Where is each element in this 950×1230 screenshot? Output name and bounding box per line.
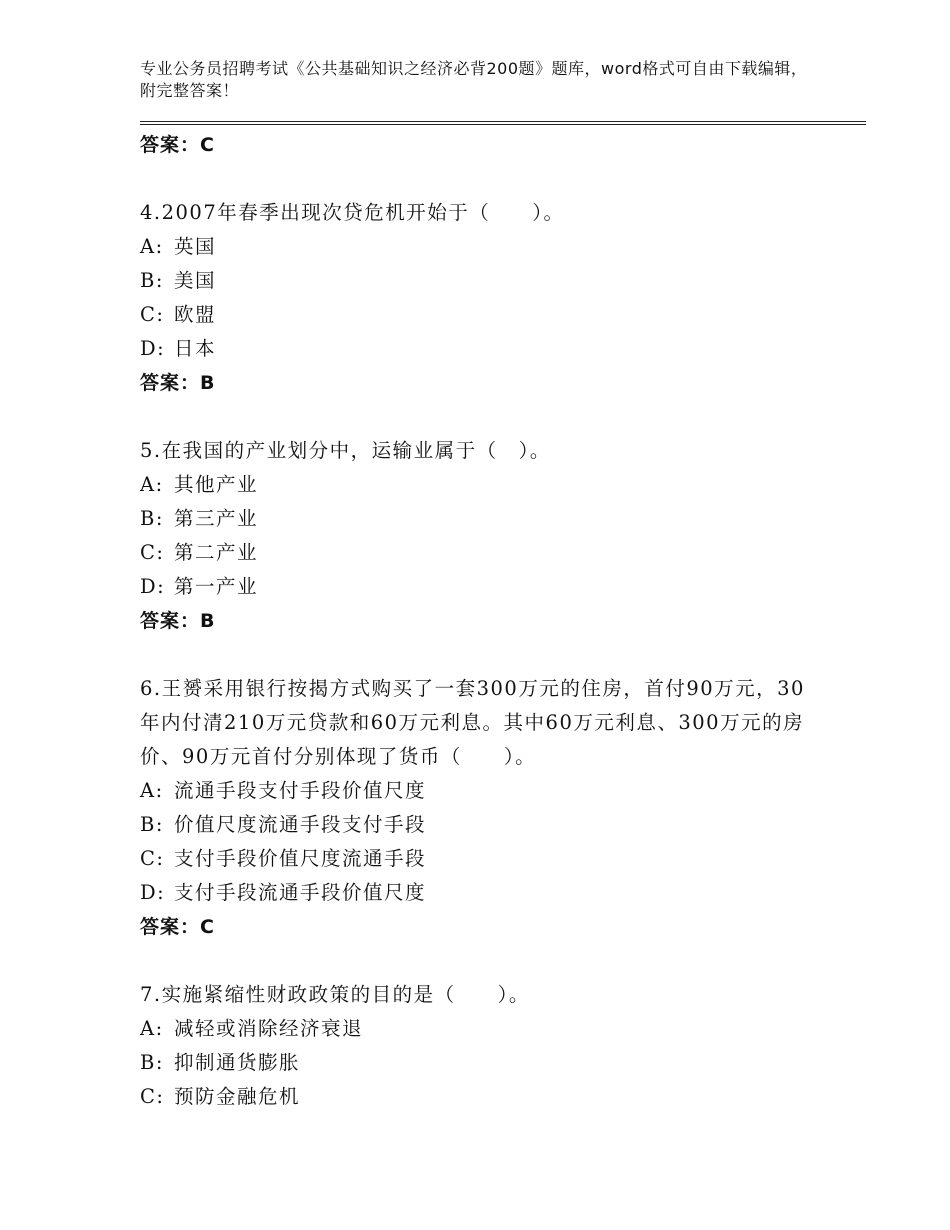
option-text: 第二产业: [174, 541, 259, 564]
option-b: [140, 502, 860, 536]
option-text: 英国: [174, 235, 217, 258]
option-text: 第三产业: [174, 507, 259, 530]
question-6: [140, 672, 860, 944]
option-text: 抑制通货膨胀: [174, 1051, 301, 1074]
option-letter: B:: [140, 269, 164, 292]
option-a: [140, 230, 860, 264]
option-text: 流通手段支付手段价值尺度: [174, 779, 427, 802]
option-text: 美国: [174, 269, 217, 292]
option-letter: C:: [140, 303, 165, 326]
question-stem: 5.在我国的产业划分中，运输业属于（ ）。: [140, 439, 551, 462]
option-b: [140, 808, 860, 842]
option-letter: B:: [140, 507, 164, 530]
question-stem: 6.王赟采用银行按揭方式购买了一套300万元的住房，首付90万元，30年内付清210万元贷款和60万元利息。其中60万元利息、300万元的房价、90万元首付分别体现了货币（ ）。: [140, 677, 805, 768]
answer-label: 答案：C: [140, 916, 215, 938]
option-a: [140, 468, 860, 502]
header-rule-top: [140, 121, 866, 122]
option-text: 第一产业: [174, 575, 259, 598]
option-c: [140, 536, 860, 570]
answer-label: 答案：B: [140, 610, 216, 632]
option-d: [140, 570, 860, 604]
question-stem: 4.2007年春季出现次贷危机开始于（ ）。: [140, 201, 565, 224]
question-list: [140, 128, 860, 1114]
option-b: [140, 1046, 860, 1080]
option-letter: A:: [140, 779, 164, 802]
option-b: [140, 264, 860, 298]
question-5: [140, 434, 860, 638]
document-header: 专业公务员招聘考试《公共基础知识之经济必背200题》题库，word格式可自由下载编辑，附完整答案！: [140, 59, 808, 100]
option-text: 支付手段流通手段价值尺度: [174, 881, 427, 904]
option-letter: D:: [140, 881, 166, 904]
option-text: 减轻或消除经济衰退: [174, 1017, 364, 1040]
option-text: 欧盟: [174, 303, 217, 326]
option-c: [140, 842, 860, 876]
question-7: [140, 978, 860, 1114]
option-a: [140, 1012, 860, 1046]
option-text: 其他产业: [174, 473, 259, 496]
option-text: 支付手段价值尺度流通手段: [174, 847, 427, 870]
option-letter: C:: [140, 1085, 165, 1108]
option-text: 价值尺度流通手段支付手段: [174, 813, 427, 836]
question-4: [140, 196, 860, 400]
option-d: [140, 332, 860, 366]
option-letter: A:: [140, 235, 164, 258]
option-c: [140, 298, 860, 332]
header-rule-bottom: [140, 124, 866, 125]
option-letter: B:: [140, 813, 164, 836]
option-d: [140, 876, 860, 910]
option-letter: A:: [140, 473, 164, 496]
question-stem: 7.实施紧缩性财政政策的目的是（ ）。: [140, 983, 530, 1006]
answer-label: 答案：C: [140, 134, 215, 156]
option-a: [140, 774, 860, 808]
option-text: 预防金融危机: [174, 1085, 301, 1108]
option-letter: D:: [140, 575, 166, 598]
option-text: 日本: [174, 337, 217, 360]
option-letter: B:: [140, 1051, 164, 1074]
option-letter: D:: [140, 337, 166, 360]
option-c: [140, 1080, 860, 1114]
option-letter: A:: [140, 1017, 164, 1040]
option-letter: C:: [140, 847, 165, 870]
option-letter: C:: [140, 541, 165, 564]
answer-label: 答案：B: [140, 372, 216, 394]
